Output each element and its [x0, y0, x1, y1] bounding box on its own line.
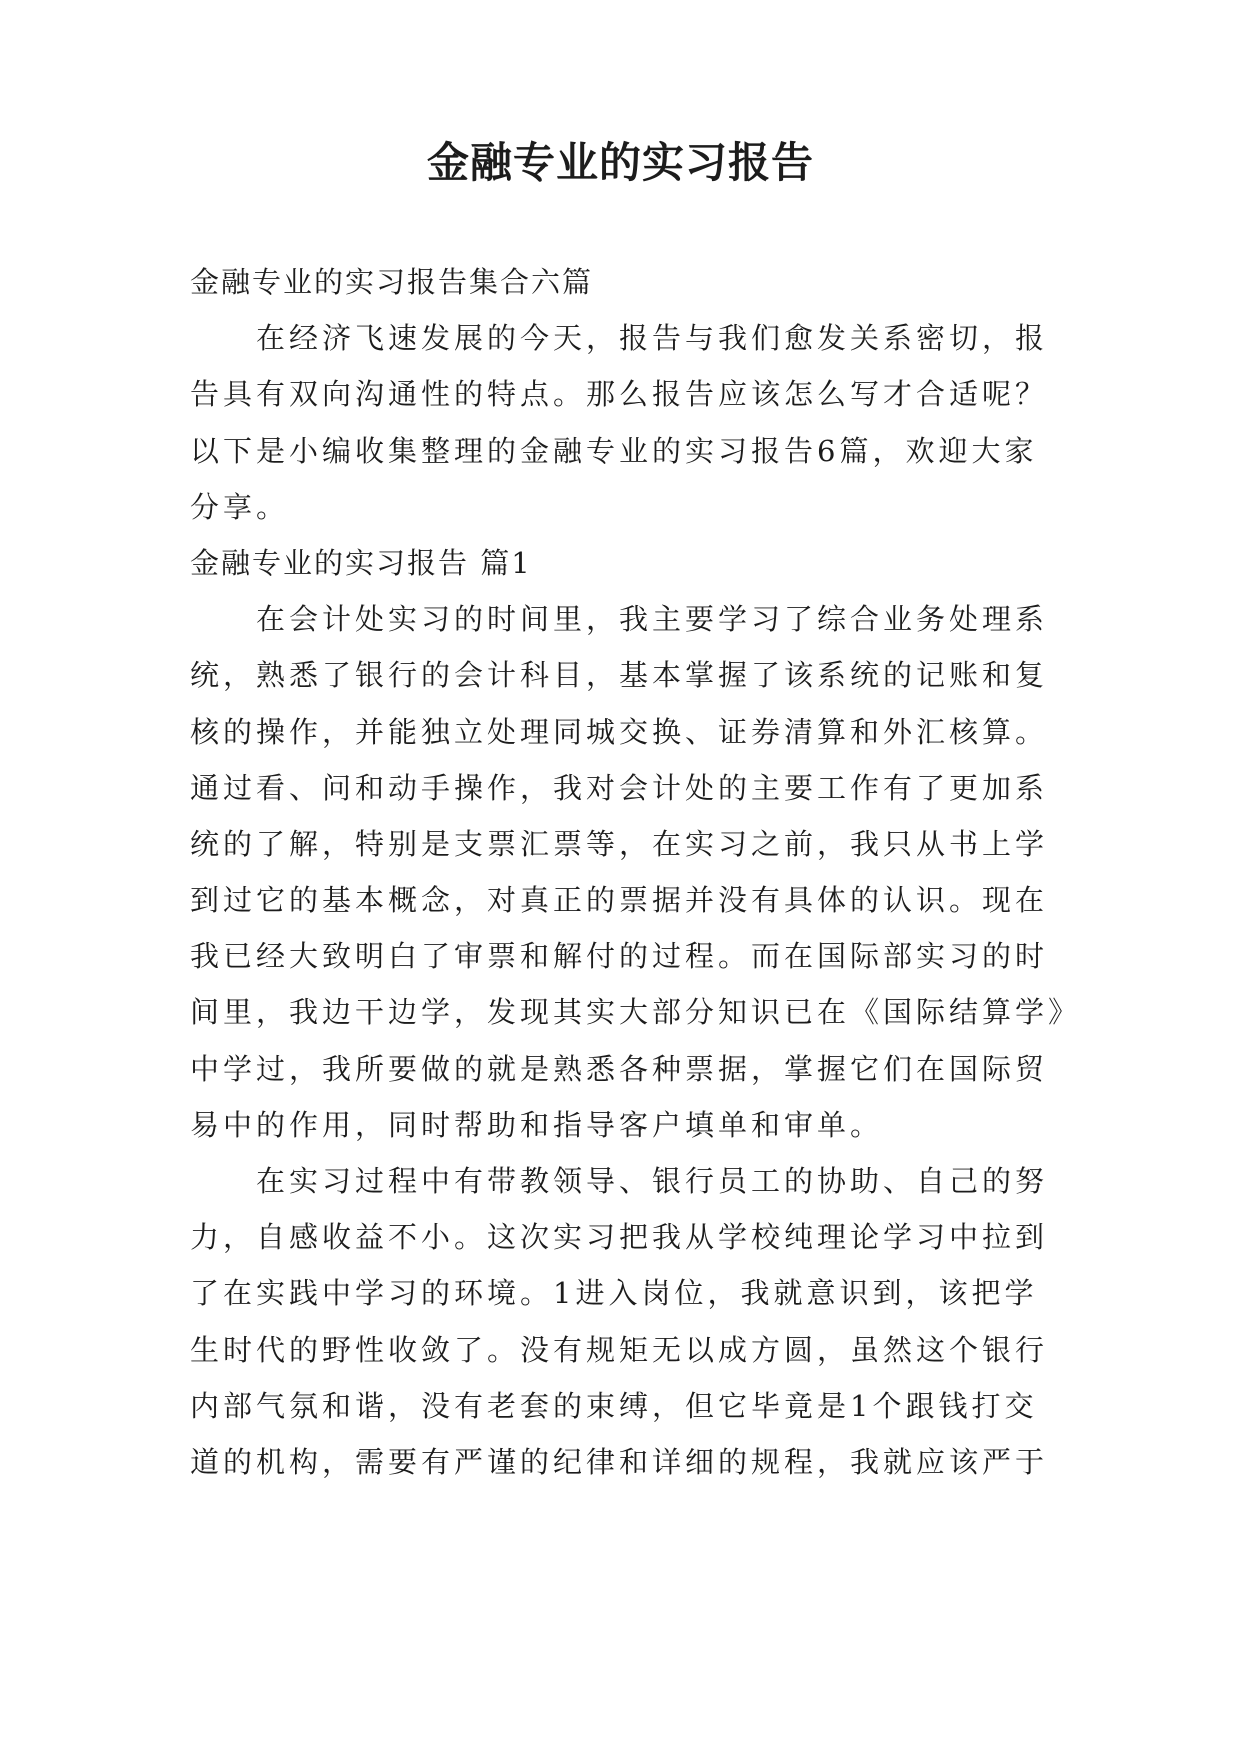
paragraph-line: 以下是小编收集整理的金融专业的实习报告6篇，欢迎大家 [190, 433, 1038, 468]
paragraph-line: 生时代的野性收敛了。没有规矩无以成方圆，虽然这个银行 [190, 1332, 1049, 1367]
paragraph-line: 力，自感收益不小。这次实习把我从学校纯理论学习中拉到 [190, 1220, 1049, 1255]
paragraph-line: 内部气氛和谐，没有老套的束缚，但它毕竟是1个跟钱打交 [190, 1388, 1038, 1423]
paragraph-line: 在经济飞速发展的今天，报告与我们愈发关系密切，报 [256, 321, 1049, 356]
paragraph-line: 中学过，我所要做的就是熟悉各种票据，掌握它们在国际贸 [190, 1051, 1049, 1086]
paragraph-line: 道的机构，需要有严谨的纪律和详细的规程，我就应该严于 [190, 1444, 1049, 1479]
paragraph-line: 通过看、问和动手操作，我对会计处的主要工作有了更加系 [190, 770, 1049, 805]
paragraph-line: 到过它的基本概念，对真正的票据并没有具体的认识。现在 [190, 883, 1049, 918]
paragraph-line: 分享。 [190, 489, 290, 524]
paragraph-line: 核的操作，并能独立处理同城交换、证券清算和外汇核算。 [190, 714, 1049, 749]
paragraph-intro [190, 310, 1090, 535]
article-heading: 金融专业的实习报告 篇1 [190, 545, 532, 580]
section-heading: 金融专业的实习报告集合六篇 [190, 265, 594, 299]
paragraph-line: 了在实践中学习的环境。1进入岗位，我就意识到，该把学 [190, 1276, 1038, 1311]
paragraph-line: 易中的作用，同时帮助和指导客户填单和审单。 [190, 1107, 884, 1142]
paragraph-article1-p2 [190, 1153, 1090, 1490]
document-body [190, 254, 1090, 1490]
document-title: 金融专业的实习报告 [426, 138, 814, 187]
paragraph-line: 在会计处实习的时间里，我主要学习了综合业务处理系 [256, 602, 1049, 637]
paragraph-line: 统，熟悉了银行的会计科目，基本掌握了该系统的记账和复 [190, 658, 1049, 693]
paragraph-article1-p1 [190, 591, 1090, 1153]
paragraph-line: 告具有双向沟通性的特点。那么报告应该怎么写才合适呢？ [190, 377, 1049, 412]
paragraph-line: 间里，我边干边学，发现其实大部分知识已在《国际结算学》 [190, 995, 1082, 1030]
paragraph-line: 我已经大致明白了审票和解付的过程。而在国际部实习的时 [190, 939, 1049, 974]
paragraph-line: 在实习过程中有带教领导、银行员工的协助、自己的努 [256, 1164, 1049, 1198]
paragraph-line: 统的了解，特别是支票汇票等，在实习之前，我只从书上学 [190, 826, 1049, 861]
